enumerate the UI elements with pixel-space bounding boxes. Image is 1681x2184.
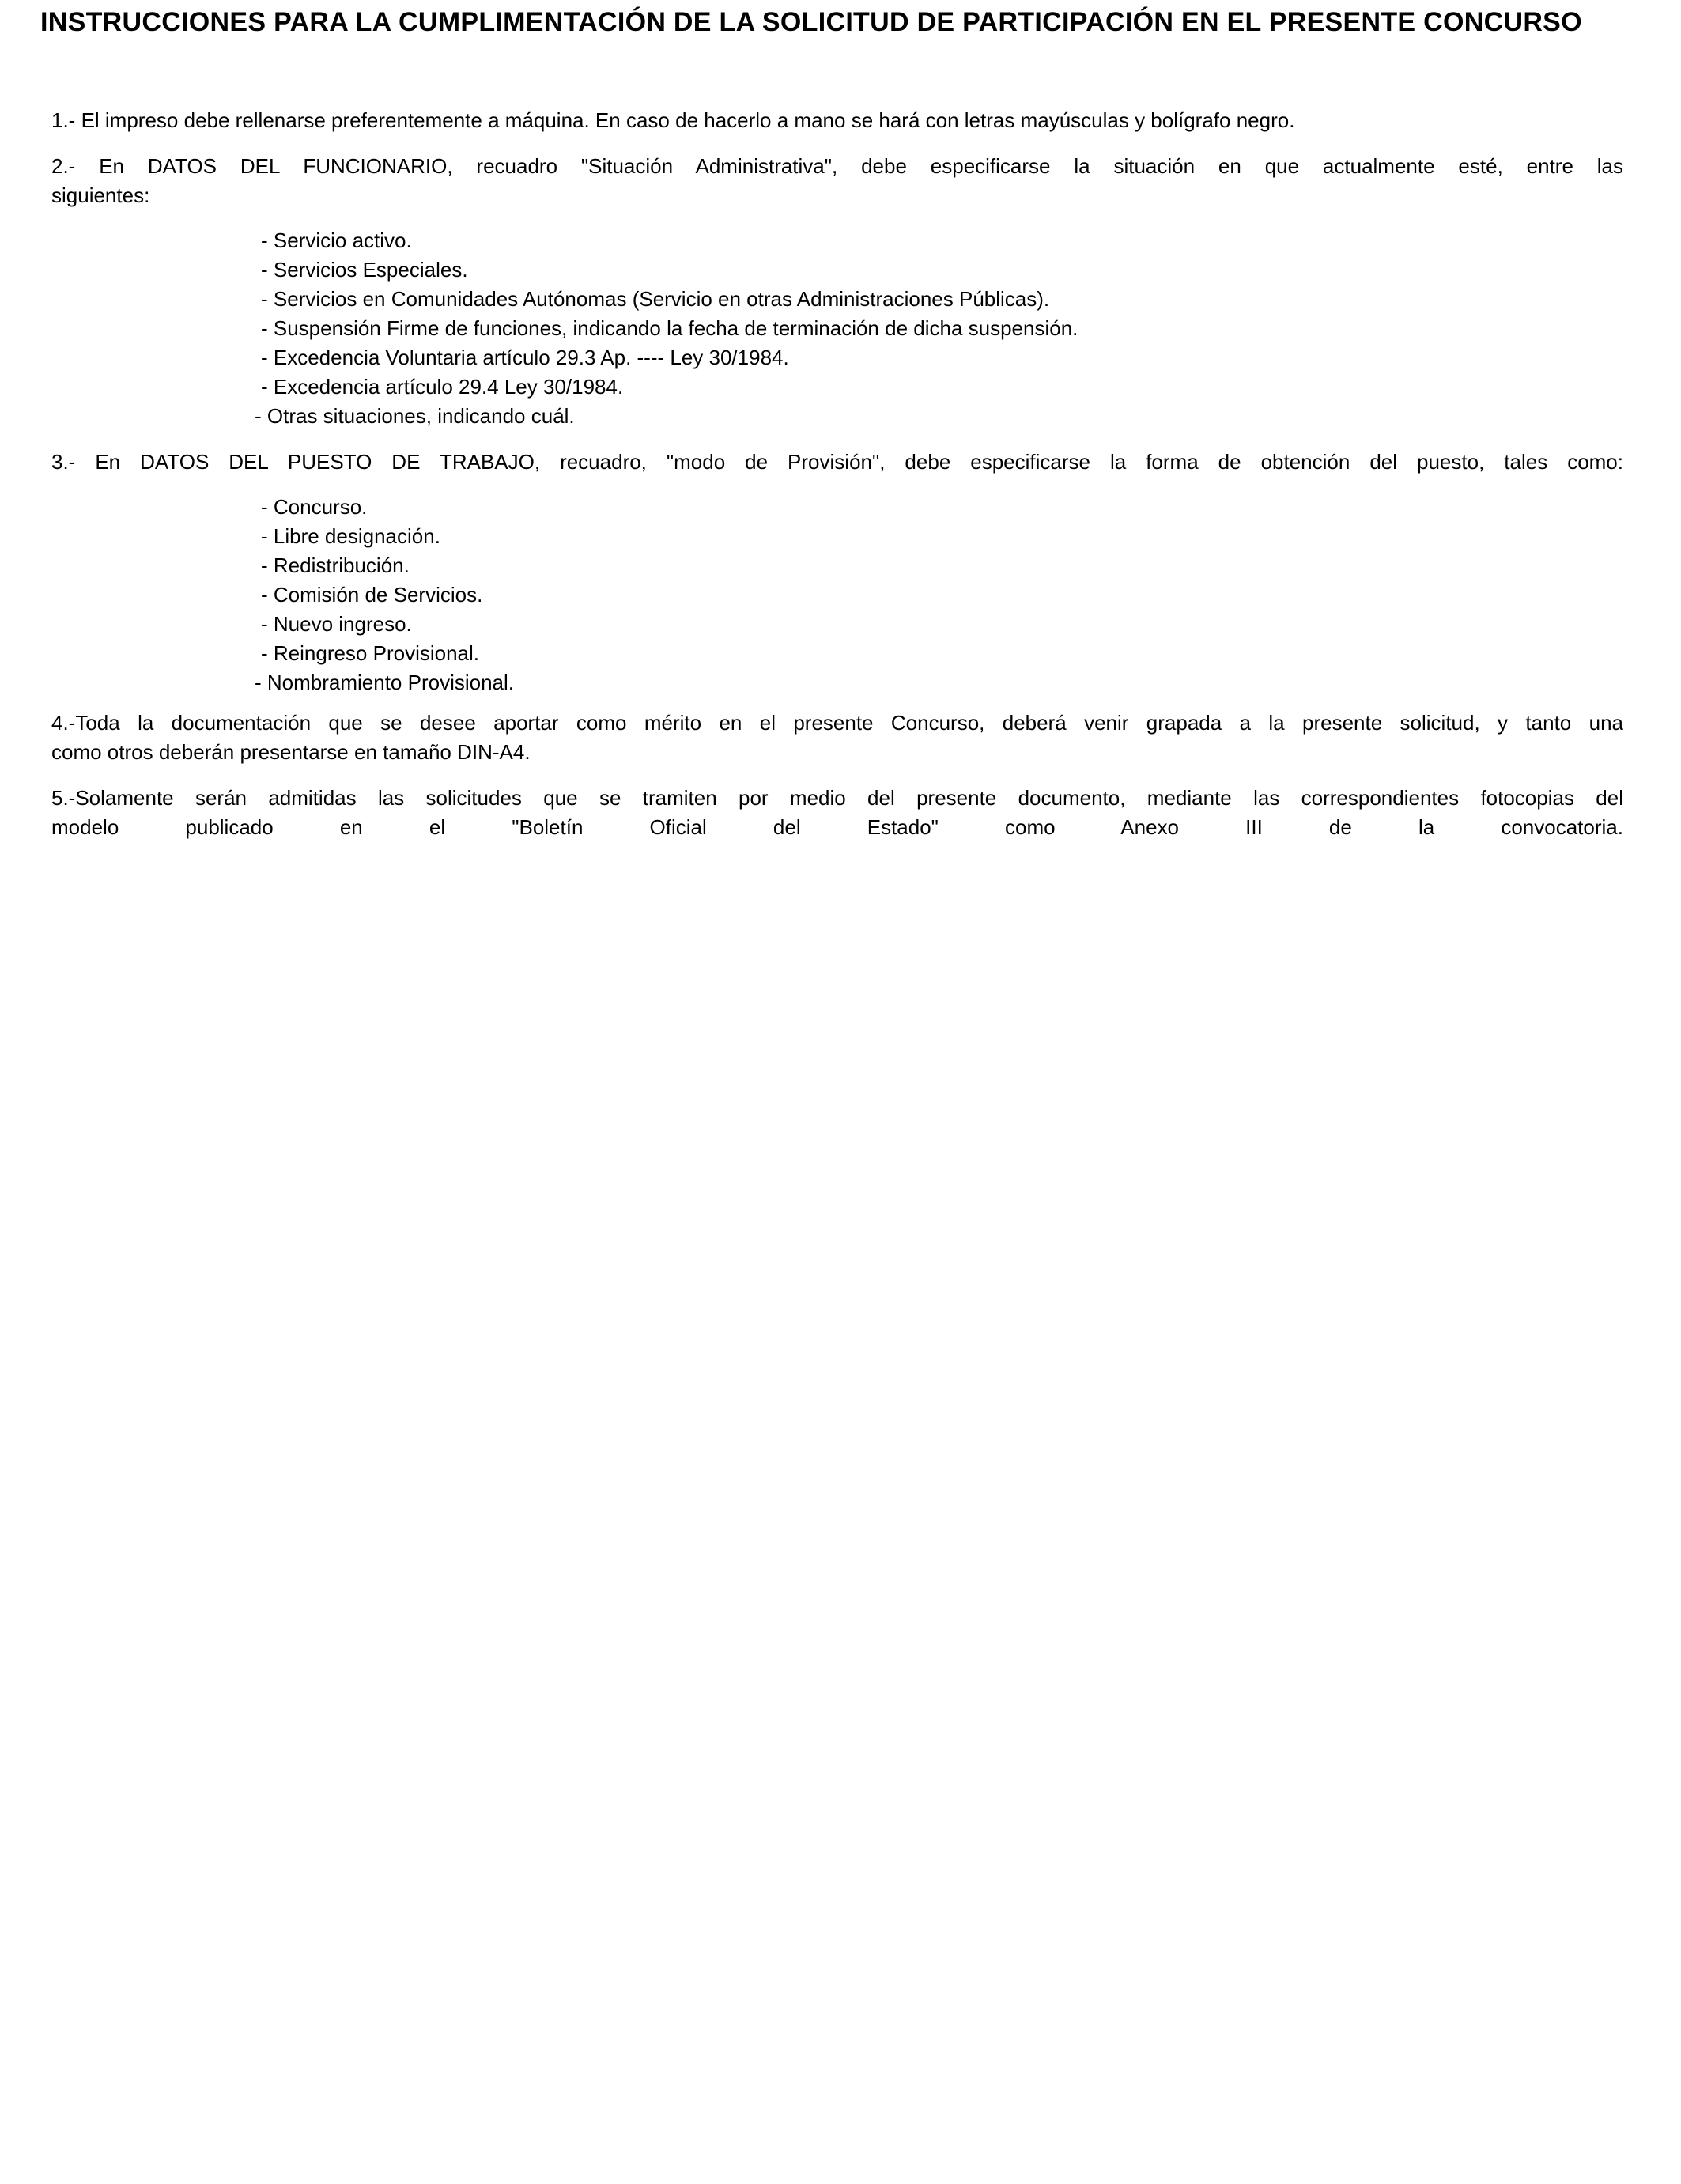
list-item: - Excedencia artículo 29.4 Ley 30/1984.: [261, 375, 624, 399]
modo-provision-options: [51, 493, 1623, 697]
list-item: - Suspensión Firme de funciones, indicando la fecha de terminación de dicha suspensión.: [261, 316, 1078, 340]
list-item: - Libre designación.: [261, 524, 440, 548]
list-item: - Nuevo ingreso.: [261, 612, 412, 636]
list-item: - Redistribución.: [261, 554, 410, 577]
instruction-2: [51, 152, 1623, 210]
instruction-5-line-1: 5.-Solamente serán admitidas las solicitudes que se tramiten por medio del presente documento, mediante las correspondientes fotocopias del: [51, 786, 1623, 810]
list-item: - Servicios Especiales.: [261, 258, 468, 282]
list-item: - Servicio activo.: [261, 229, 412, 252]
list-item: - Otras situaciones, indicando cuál.: [255, 404, 575, 428]
instruction-5: [51, 784, 1623, 842]
list-item: - Comisión de Servicios.: [261, 583, 483, 606]
situacion-administrativa-options: [51, 226, 1623, 431]
instruction-1: 1.- El impreso debe rellenarse preferentemente a máquina. En caso de hacerlo a mano se hará con letras mayúsculas y bolígrafo negro.: [51, 108, 1295, 132]
list-item: - Nombramiento Provisional.: [255, 671, 515, 694]
instruction-2-line-2: siguientes:: [51, 183, 150, 207]
list-item: - Concurso.: [261, 495, 368, 519]
page-title: INSTRUCCIONES PARA LA CUMPLIMENTACIÓN DE LA SOLICITUD DE PARTICIPACIÓN EN EL PRESENTE CONCURSO: [40, 7, 1582, 37]
instruction-2-line-1: 2.- En DATOS DEL FUNCIONARIO, recuadro "Situación Administrativa", debe especificarse la situación en que actualmente esté, entre las: [51, 154, 1623, 178]
instruction-4: [51, 708, 1623, 767]
instruction-3: 3.- En DATOS DEL PUESTO DE TRABAJO, recuadro, "modo de Provisión", debe especificarse la forma de obtención del puesto, tales como:: [51, 450, 1623, 474]
instruction-5-line-2: modelo publicado en el "Boletín Oficial del Estado" como Anexo III de la convocatoria.: [51, 815, 1623, 839]
instruction-4-line-2: como otros deberán presentarse en tamaño DIN-A4.: [51, 740, 531, 764]
list-item: - Reingreso Provisional.: [261, 641, 480, 665]
instruction-4-line-1: 4.-Toda la documentación que se desee aportar como mérito en el presente Concurso, deberá venir grapada a la presente solicitud, y tanto una: [51, 711, 1623, 735]
list-item: - Servicios en Comunidades Autónomas (Servicio en otras Administraciones Públicas).: [261, 287, 1050, 311]
list-item: - Excedencia Voluntaria artículo 29.3 Ap. ---- Ley 30/1984.: [261, 346, 789, 369]
